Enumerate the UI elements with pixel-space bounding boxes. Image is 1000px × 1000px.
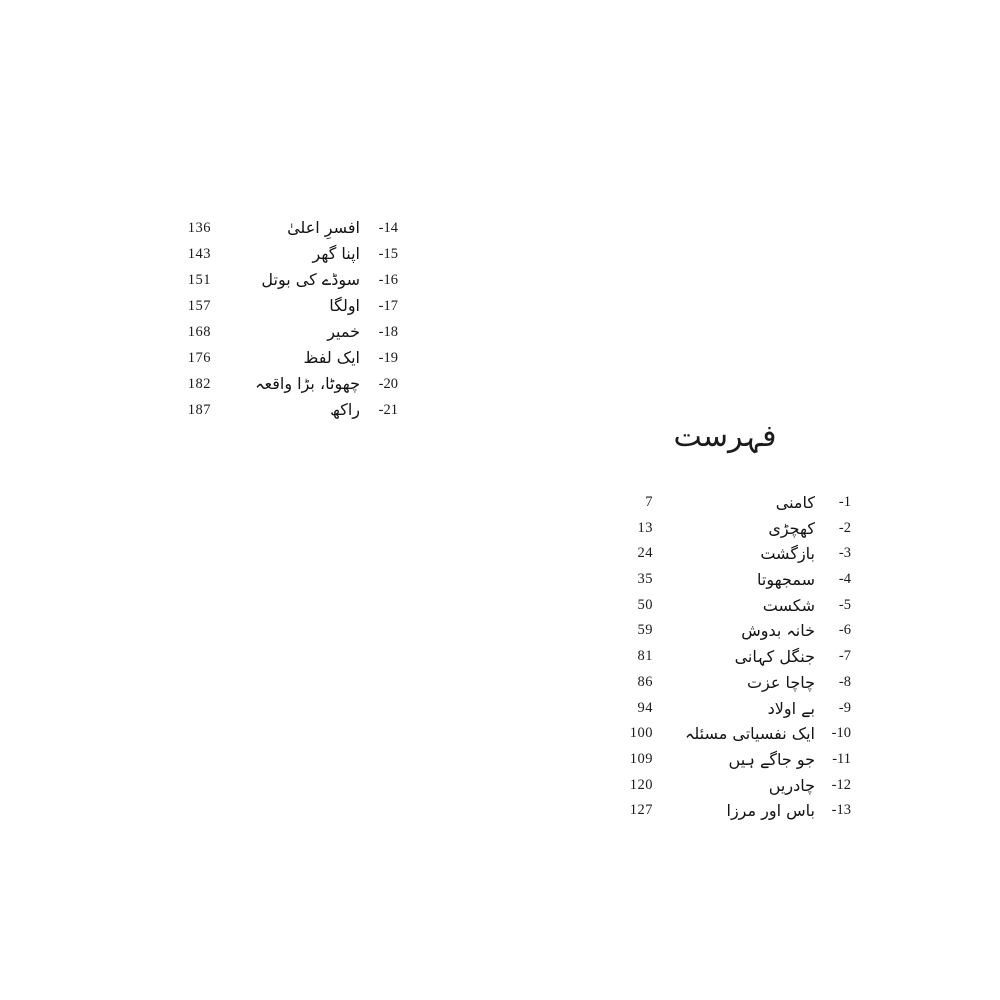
entry-number: -17 (378, 298, 398, 314)
entry-number: -5 (838, 596, 851, 613)
page-number: 143 (187, 246, 211, 262)
page-number: 7 (645, 494, 653, 510)
page-number: 94 (637, 699, 653, 716)
toc-row (179, 215, 398, 241)
toc-row (621, 516, 851, 542)
entry-number: -8 (838, 673, 851, 690)
page-number: 120 (629, 776, 653, 793)
entry-title: چھوٹا، بڑا واقعہ (255, 374, 360, 393)
entry-title: اپنا گھر (312, 244, 360, 263)
entry-number: -1 (838, 494, 851, 510)
page-number: 81 (637, 648, 653, 665)
entry-number: -10 (831, 725, 851, 742)
entry-number: -7 (838, 648, 851, 665)
entry-title: کھچڑی (768, 518, 815, 538)
page-number: 176 (187, 350, 211, 366)
toc-row (621, 798, 851, 824)
toc-left-page (179, 215, 398, 423)
entry-number: -18 (378, 324, 398, 340)
entry-title: چادریں (768, 775, 815, 795)
entry-number: -3 (838, 545, 851, 562)
toc-heading: فہرست (673, 419, 777, 454)
toc-row (621, 721, 851, 747)
toc-row (179, 267, 398, 293)
page-number: 59 (637, 622, 653, 639)
page-number: 86 (637, 673, 653, 690)
page-number: 50 (637, 596, 653, 613)
entry-title: شکست (762, 595, 815, 615)
page-number: 13 (637, 519, 653, 536)
entry-number: -12 (831, 776, 851, 793)
entry-number: -13 (831, 802, 851, 819)
page-number: 24 (637, 545, 653, 562)
toc-row (179, 397, 398, 423)
toc-row (621, 618, 851, 644)
page-number: 182 (187, 376, 211, 392)
toc-row (621, 644, 851, 670)
entry-title: سوڈے کی بوتل (261, 270, 360, 289)
toc-right-page (621, 490, 851, 824)
entry-number: -4 (838, 571, 851, 588)
toc-row (621, 593, 851, 619)
toc-row (621, 670, 851, 696)
toc-row (179, 241, 398, 267)
entry-title: جو جاگے ہیں (728, 749, 815, 769)
toc-row (179, 319, 398, 345)
entry-title: راکھ (330, 400, 360, 419)
entry-title: کامنی (775, 493, 815, 512)
entry-number: -19 (378, 350, 398, 366)
entry-title: اولگا (329, 296, 360, 315)
toc-row (621, 567, 851, 593)
entry-number: -11 (832, 750, 851, 767)
entry-title: ایک نفسیاتی مسئلہ (684, 724, 815, 744)
entry-title: خمیر (327, 322, 360, 341)
page-number: 157 (187, 298, 211, 314)
page-number: 35 (637, 571, 653, 588)
page-number: 187 (187, 402, 211, 418)
entry-number: -9 (838, 699, 851, 716)
page-number: 136 (187, 220, 211, 236)
toc-row (179, 293, 398, 319)
entry-number: -21 (378, 402, 398, 418)
entry-number: -20 (378, 376, 398, 392)
page-number: 100 (629, 725, 653, 742)
page-number: 151 (187, 272, 211, 288)
toc-row (179, 371, 398, 397)
entry-title: ایک لفظ (303, 348, 360, 367)
entry-number: -15 (378, 246, 398, 262)
page-number: 168 (187, 324, 211, 340)
page-number: 127 (629, 802, 653, 819)
toc-row (179, 345, 398, 371)
entry-title: خانہ بدوش (741, 621, 815, 641)
toc-row (621, 541, 851, 567)
entry-title: باس اور مرزا (726, 801, 815, 821)
entry-title: چاچا عزت (746, 672, 815, 692)
toc-row (621, 773, 851, 799)
entry-number: -16 (378, 272, 398, 288)
entry-title: بازگشت (760, 544, 815, 564)
entry-number: -2 (838, 519, 851, 536)
entry-title: جنگل کہانی (734, 647, 815, 667)
entry-title: بے اولاد (767, 698, 815, 718)
toc-row (621, 747, 851, 773)
entry-title: سمجھوتا (757, 570, 815, 590)
toc-row (621, 490, 851, 516)
entry-title: افسرِ اعلیٰ (287, 218, 360, 237)
entry-number: -6 (838, 622, 851, 639)
page-number: 109 (629, 750, 653, 767)
entry-number: -14 (378, 220, 398, 236)
toc-row (621, 696, 851, 722)
